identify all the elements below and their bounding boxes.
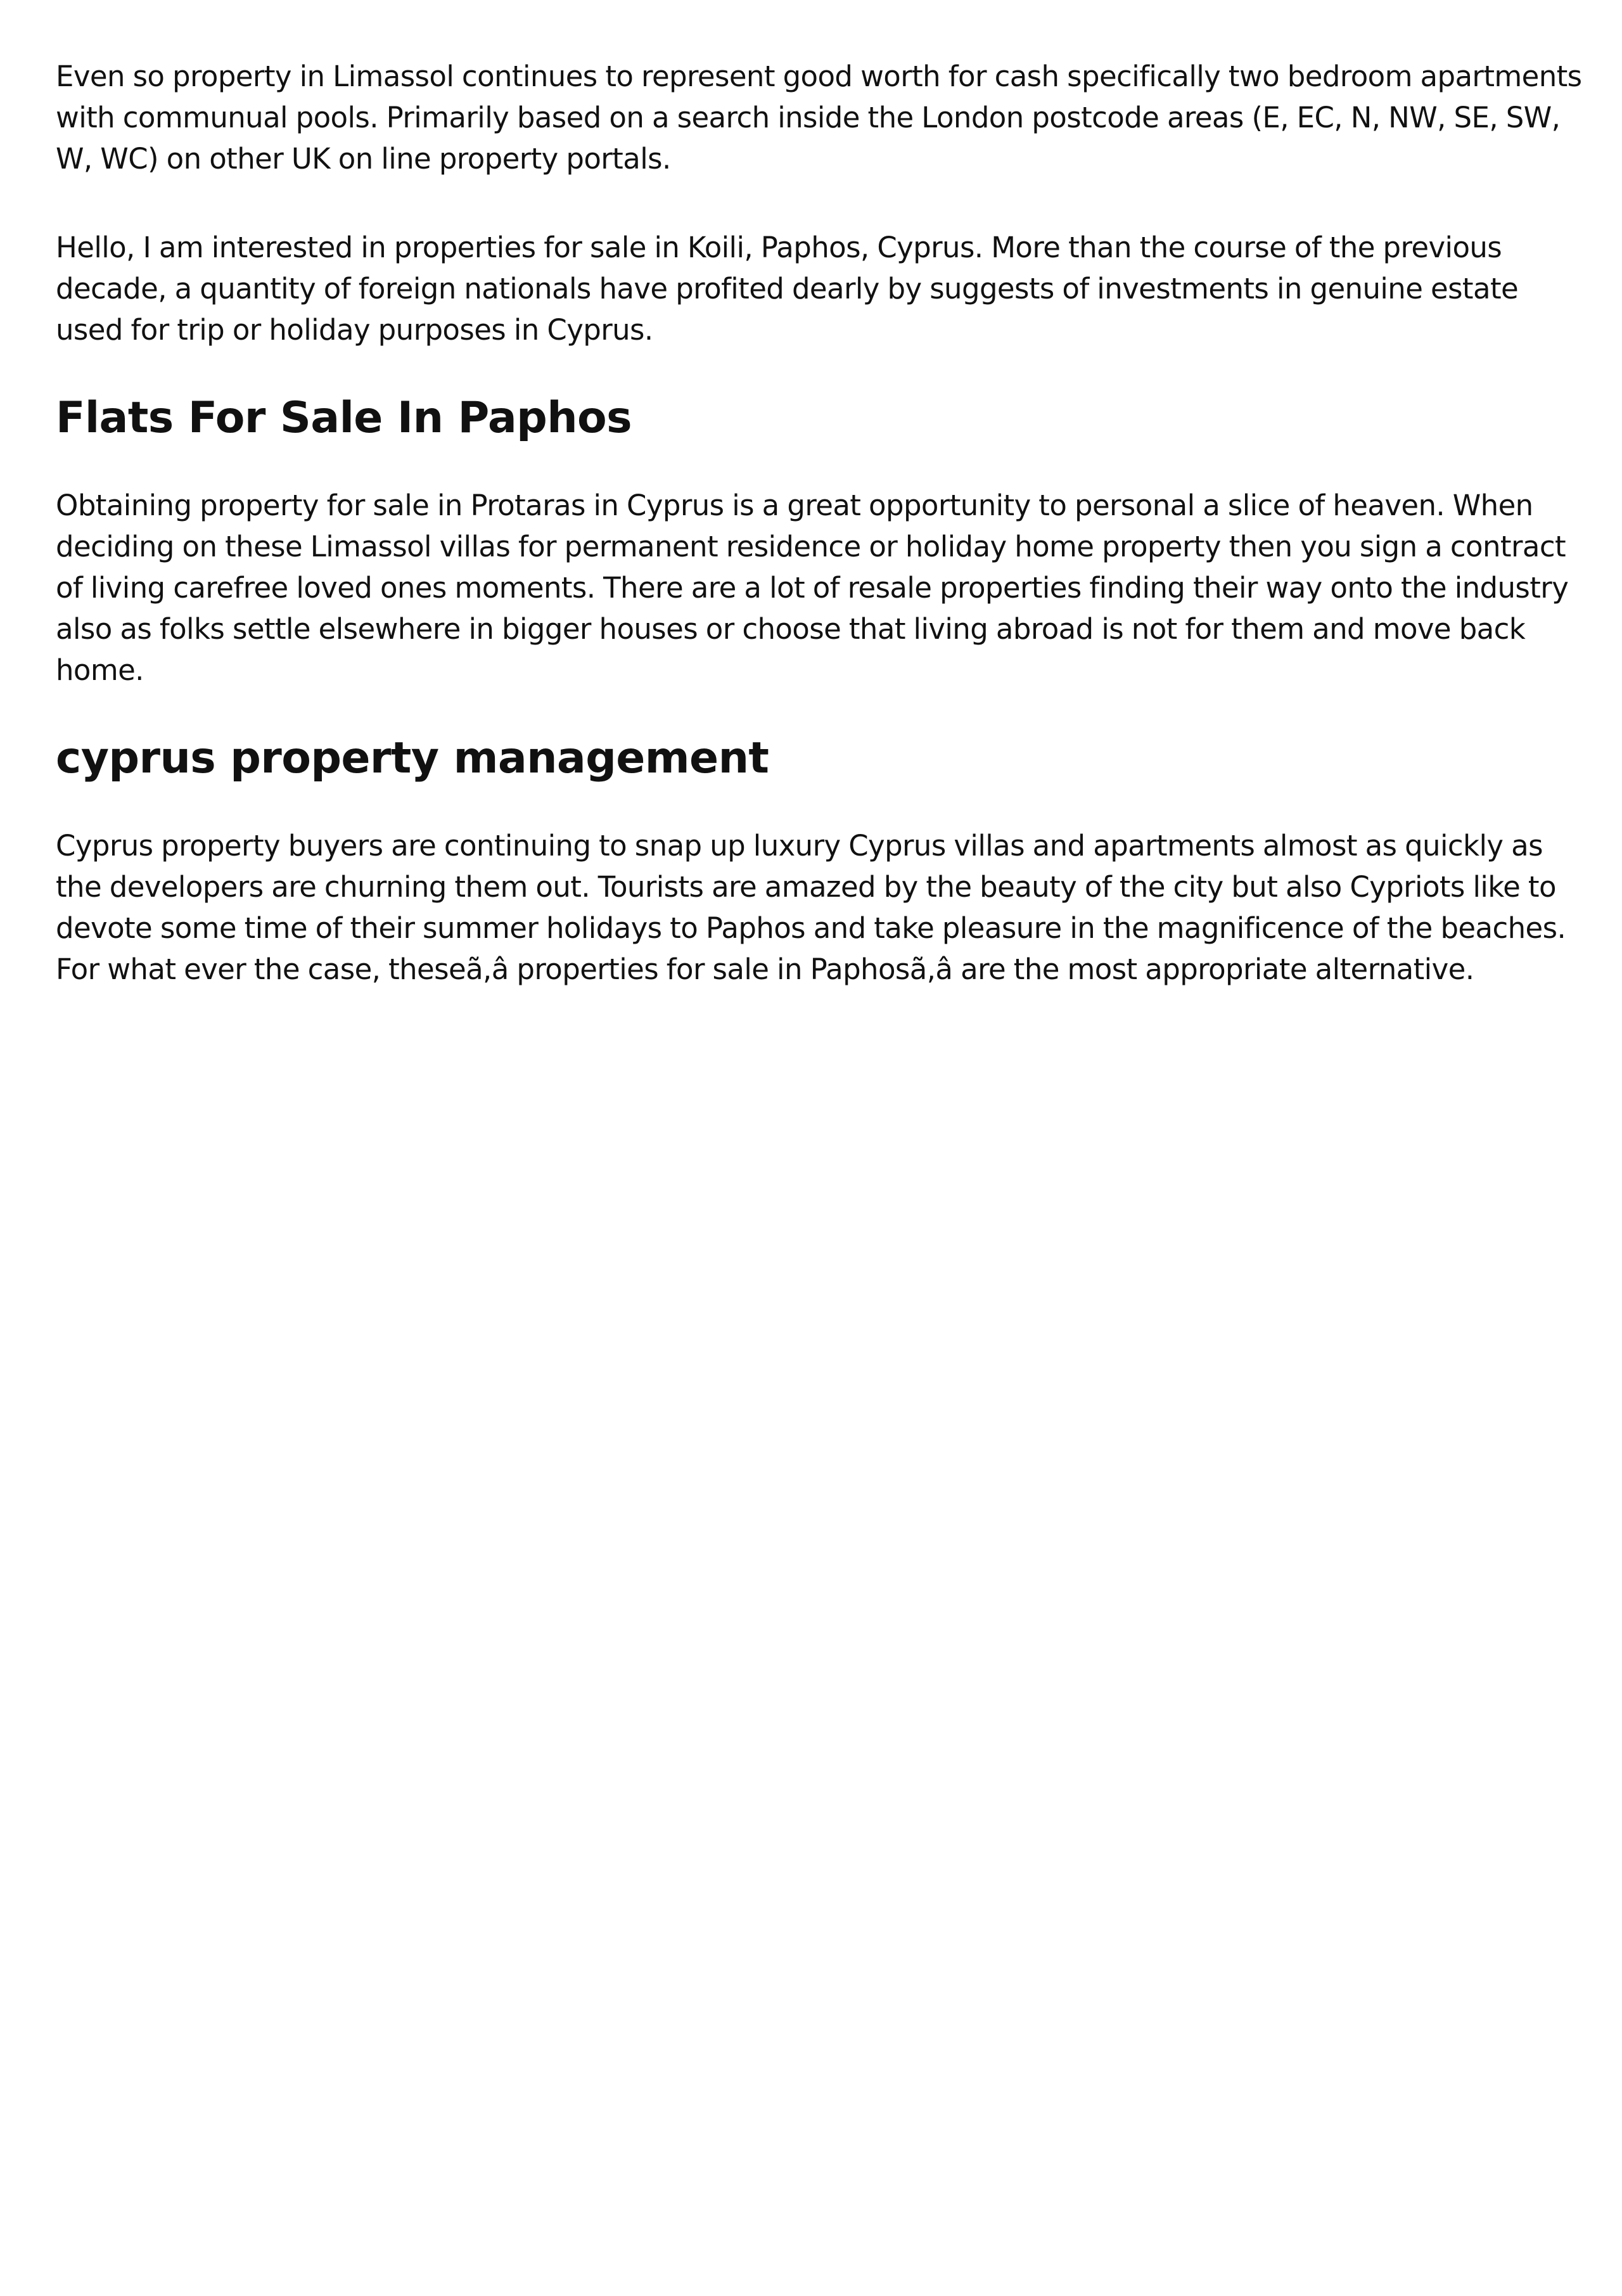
paragraph-cyprus-buyers: Cyprus property buyers are continuing to snap up luxury Cyprus villas and apartments almost as quickly as the developers are churning them out. Tourists are amazed by the beauty of the city but also Cypriots like to devote some time of their summer holidays to Paphos and take pleasure in the magnificence of the beaches. For what ever the case, theseã,â properties for sale in Paphosã,â are the most appropriate alternative. xyxy=(56,829,1566,986)
document-page xyxy=(56,56,1583,990)
paragraph-protaras-property: Obtaining property for sale in Protaras in Cyprus is a great opportunity to personal a slice of heaven. When deciding on these Limassol villas for permanent residence or holiday home property then you sign a contract of living carefree loved ones moments. There are a lot of resale properties finding their way onto the industry also as folks settle elsewhere in bigger houses or choose that living abroad is not for them and move back home. xyxy=(56,489,1569,687)
paragraph-limassol-property: Even so property in Limassol continues to represent good worth for cash specifically two bedroom apartments with communual pools. Primarily based on a search inside the London postcode areas (E, EC, N, NW, SE, SW, W, WC) on other UK on line property portals. xyxy=(56,60,1582,176)
heading-property-management: cyprus property management xyxy=(56,733,769,783)
paragraph-koili-paphos: Hello, I am interested in properties for sale in Koili, Paphos, Cyprus. More than the course of the previous decade, a quantity of foreign nationals have profited dearly by suggests of investments in genuine estate used for trip or holiday purposes in Cyprus. xyxy=(56,231,1519,347)
heading-flats-for-sale: Flats For Sale In Paphos xyxy=(56,393,632,443)
